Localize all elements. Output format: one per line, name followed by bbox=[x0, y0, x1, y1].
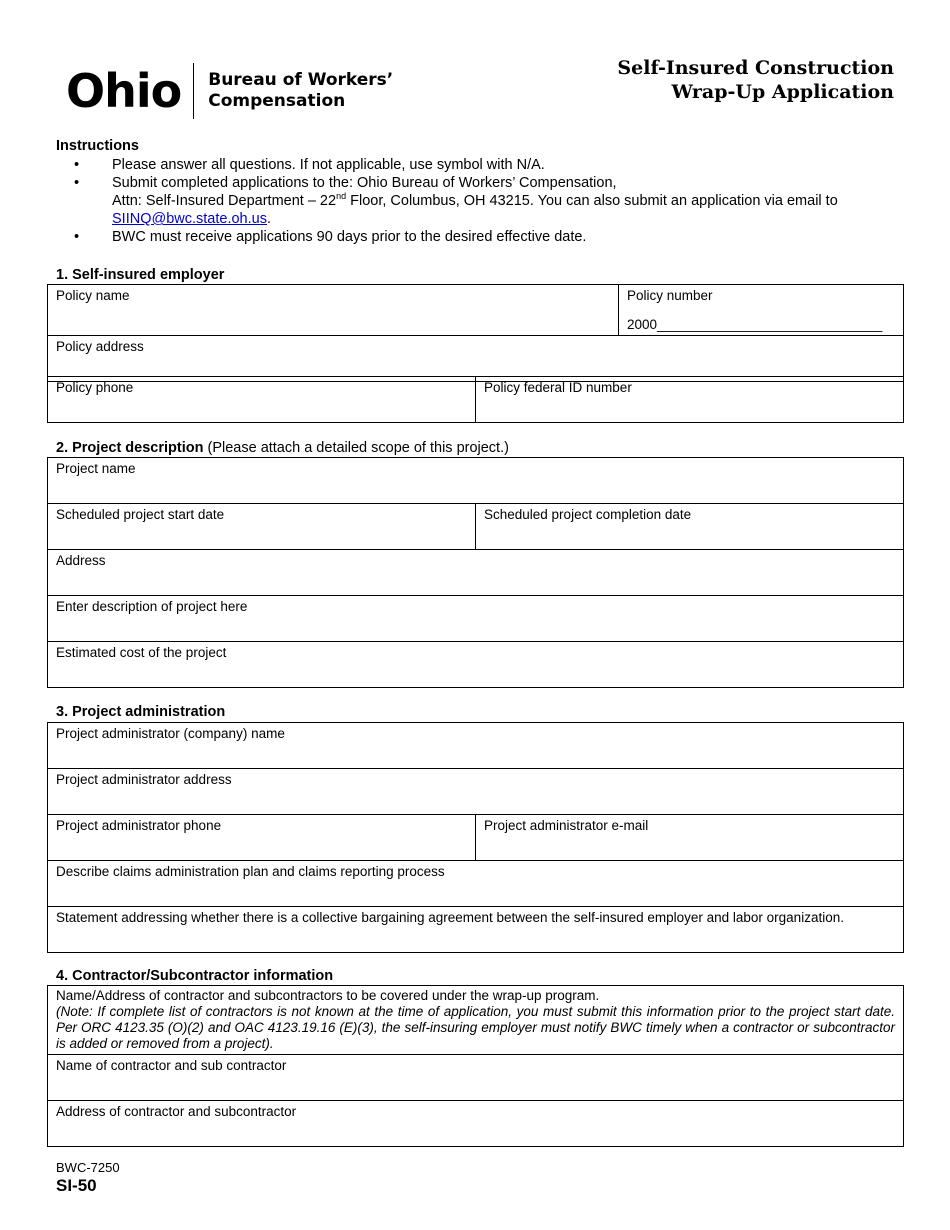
project-description-label: Enter description of project here bbox=[56, 599, 248, 614]
contractor-intro-text: Name/Address of contractor and subcontractors to be covered under the wrap-up program. bbox=[56, 988, 600, 1003]
section-1-table-2 bbox=[47, 376, 904, 423]
policy-name-field[interactable] bbox=[48, 285, 619, 336]
form-id: SI-50 bbox=[56, 1176, 97, 1195]
admin-phone-field[interactable] bbox=[48, 815, 476, 861]
instructions-block bbox=[56, 138, 906, 246]
bargaining-statement-field[interactable] bbox=[48, 907, 904, 953]
policy-name-label: Policy name bbox=[56, 288, 130, 303]
policy-phone-field[interactable] bbox=[48, 377, 476, 423]
instruction-item-2-attn: Attn: Self-Insured Department – 22 bbox=[112, 193, 337, 209]
section-3-title: 3. Project administration bbox=[56, 704, 226, 720]
project-name-field[interactable] bbox=[48, 458, 904, 504]
instructions-heading: Instructions bbox=[56, 138, 139, 154]
policy-phone-label: Policy phone bbox=[56, 380, 134, 395]
section-4-title: 4. Contractor/Subcontractor information bbox=[56, 968, 334, 984]
admin-name-label: Project administrator (company) name bbox=[56, 726, 285, 741]
instruction-item-1: • Please answer all questions. If not applicable, use symbol with N/A. bbox=[56, 156, 906, 174]
policy-federal-id-label: Policy federal ID number bbox=[484, 380, 632, 395]
instruction-item-3: • BWC must receive applications 90 days prior to the desired effective date. bbox=[56, 228, 906, 246]
instruction-item-2 bbox=[56, 174, 906, 228]
logo-ohio-text: Ohio bbox=[66, 64, 182, 118]
logo-bureau-line2: Compensation bbox=[208, 91, 346, 111]
section-1-table bbox=[47, 284, 904, 382]
logo-bureau-line1: Bureau of Workers’ bbox=[208, 70, 394, 90]
completion-date-label: Scheduled project completion date bbox=[484, 507, 692, 522]
admin-phone-label: Project administrator phone bbox=[56, 818, 222, 833]
admin-address-field[interactable] bbox=[48, 769, 904, 815]
project-name-label: Project name bbox=[56, 461, 136, 476]
section-3-table bbox=[47, 722, 904, 953]
contractor-address-label: Address of contractor and subcontractor bbox=[56, 1104, 297, 1119]
title-line1: Self-Insured Construction bbox=[617, 57, 894, 79]
claims-plan-field[interactable] bbox=[48, 861, 904, 907]
contractor-intro-cell bbox=[48, 986, 904, 1055]
contractor-name-field[interactable] bbox=[48, 1055, 904, 1101]
section-1-title: 1. Self-insured employer bbox=[56, 267, 225, 283]
ohio-bwc-logo bbox=[66, 62, 393, 120]
contractor-note: (Note: If complete list of contractors is not known at the time of application, you must submit this information prior to the project start date. Per ORC 4123.35 (O)(2) and OAC 4123.19.16 (E)(3), the self-insuring employer must notify BWC timely when a contractor or subcontractor is added or removed from a project). bbox=[56, 1004, 895, 1051]
logo-divider bbox=[193, 63, 194, 119]
policy-address-field[interactable] bbox=[48, 336, 904, 382]
policy-federal-id-field[interactable] bbox=[476, 377, 904, 423]
instruction-item-2-attn-rest: Floor, Columbus, OH 43215. You can also submit an application via email to bbox=[346, 193, 838, 209]
instruction-item-2-line1: Submit completed applications to the: Ohio Bureau of Workers’ Compensation, bbox=[112, 175, 617, 191]
admin-name-field[interactable] bbox=[48, 723, 904, 769]
start-date-field[interactable] bbox=[48, 504, 476, 550]
email-link[interactable]: SIINQ@bwc.state.oh.us bbox=[112, 211, 267, 227]
page-header bbox=[0, 0, 950, 130]
section-2-title: 2. Project description (Please attach a detailed scope of this project.) bbox=[56, 440, 509, 456]
start-date-label: Scheduled project start date bbox=[56, 507, 225, 522]
title-line2: Wrap-Up Application bbox=[671, 81, 894, 103]
estimated-cost-field[interactable] bbox=[48, 642, 904, 688]
section-2-table bbox=[47, 457, 904, 688]
instructions-list bbox=[56, 156, 906, 246]
admin-email-field[interactable] bbox=[476, 815, 904, 861]
completion-date-field[interactable] bbox=[476, 504, 904, 550]
floor-superscript: nd bbox=[336, 191, 347, 202]
policy-address-label: Policy address bbox=[56, 339, 144, 354]
project-address-label: Address bbox=[56, 553, 106, 568]
policy-number-field[interactable] bbox=[619, 285, 904, 336]
admin-email-label: Project administrator e-mail bbox=[484, 818, 649, 833]
logo-bureau-text bbox=[208, 70, 393, 112]
instruction-item-2-end: . bbox=[266, 211, 271, 227]
contractor-address-field[interactable] bbox=[48, 1101, 904, 1147]
policy-number-label: Policy number bbox=[627, 288, 713, 303]
section-2-subtitle: (Please attach a detailed scope of this project.) bbox=[203, 440, 509, 456]
contractor-name-label: Name of contractor and sub contractor bbox=[56, 1058, 287, 1073]
section-4-table bbox=[47, 985, 904, 1147]
project-description-field[interactable] bbox=[48, 596, 904, 642]
estimated-cost-label: Estimated cost of the project bbox=[56, 645, 227, 660]
policy-number-value: 2000______________________________ bbox=[627, 317, 883, 332]
bargaining-statement-label: Statement addressing whether there is a collective bargaining agreement between the self-insured employer and labor organization. bbox=[56, 910, 844, 925]
admin-address-label: Project administrator address bbox=[56, 772, 232, 787]
project-address-field[interactable] bbox=[48, 550, 904, 596]
form-code: BWC-7250 bbox=[56, 1160, 120, 1175]
document-title bbox=[617, 56, 894, 104]
claims-plan-label: Describe claims administration plan and claims reporting process bbox=[56, 864, 445, 879]
